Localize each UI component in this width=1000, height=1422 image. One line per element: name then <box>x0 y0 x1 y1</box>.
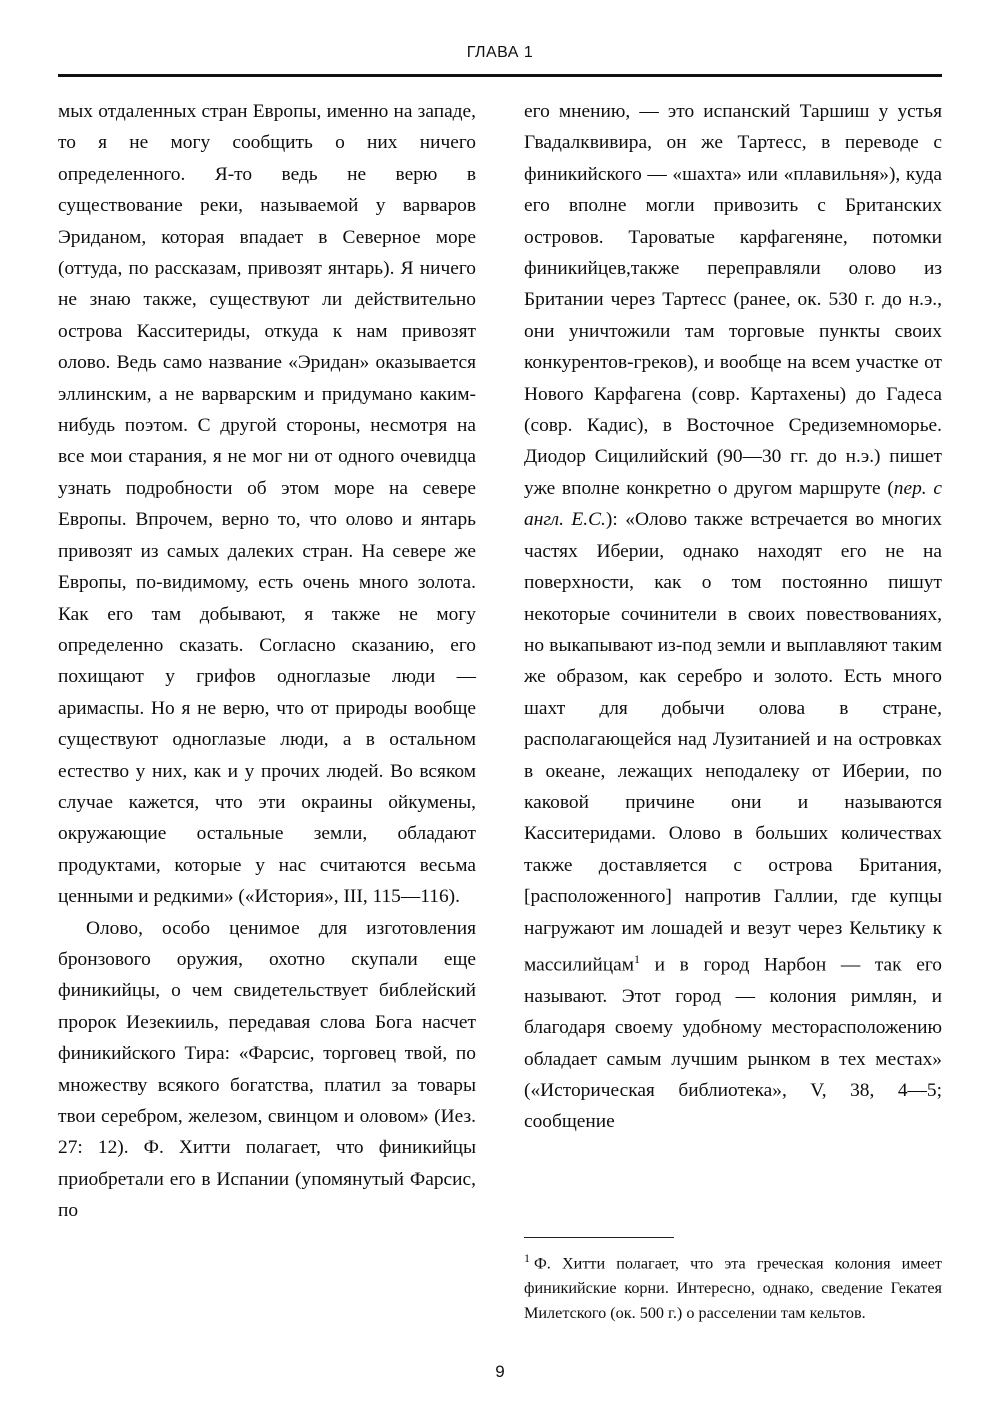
page-number: 9 <box>495 1362 505 1381</box>
header-divider <box>58 74 942 77</box>
footnote-reference: 1 <box>634 951 641 966</box>
footnote-text: Ф. Хитти полагает, что эта греческая колония имеет финикийские корни. Интересно, однако, сведение Гекатея Милетского (ок. 500 г.) о расселении там кельтов. <box>524 1254 942 1322</box>
running-head: ГЛАВА 1 <box>466 44 534 61</box>
left-column <box>58 96 476 1326</box>
paragraph-diodorus <box>524 96 942 1138</box>
footnote-marker: 1 <box>524 1250 530 1265</box>
footnote-divider <box>524 1237 674 1238</box>
text-run-1: его мнению, — это испанский Таршиш у устья Гвадалквивира, он же Тартесс, в переводе с финикийского — «шахта» или «плавильня»), куда его вполне могли привозить с Британских островов. Тароватые карфагеняне, потомки финикийцев,также переправляли олово из Британии через Тартесс (ранее, ок. 530 г. до н.э., они уничтожили там торговые пункты своих конкурентов-греков), и вообще на всем участке от Нового Карфагена (совр. Картахены) до Гадеса (совр. Кадис), в Восточное Средиземноморье. Диодор Сицилийский (90—30 гг. до н.э.) пишет уже вполне конкретно о другом маршруте ( <box>524 101 942 499</box>
footnote-area <box>524 1237 942 1326</box>
translator-note: пер. с англ. Е.С. <box>524 477 942 531</box>
paragraph-tin-phoenicians: Олово, особо ценимое для изготовления бронзового оружия, охотно скупали еще финикийцы, о чем свидетельствует библейский пророк Иезекииль, передавая слова Бога насчет финикийского Тира: «Фарсис, торговец твой, по множеству всякого богатства, платил за товары твои серебром, железом, свинцом и оловом» (Иез. 27: 12). Ф. Хитти полагает, что финикийцы приобретали его в Испании (упомянутый Фарсис, по <box>58 917 476 1222</box>
right-column <box>524 96 942 1326</box>
two-column-text-body <box>58 96 942 1326</box>
text-run-2: ): «Олово также встречается во многих частях Иберии, однако находят его не на поверхности, как о том постоянно пишут некоторые сочинители в своих повествованиях, но выкапывают из-под земли и выплавляют таким же образом, как серебро и золото. Есть много шахт для добычи олова в стране, располагающейся над Лузитанией и на островках в океане, лежащих неподалеку от Иберии, по каковой причине они и называются Касситеридами. Олово в больших количествах также доставляется с острова Британия, [расположенного] напротив Галлии, где купцы нагружают им лошадей и везут через Кельтику к массилийцам <box>524 509 942 976</box>
footnote-1 <box>524 1246 942 1326</box>
text-run-3: и в город Нарбон — так его называют. Этот город — колония римлян, и благодаря своему удобному месторасположению обладает самым лучшим рынком в тех местах» («Историческая библиотека», V, 38, 4—5; сообщение <box>524 954 942 1133</box>
paragraph-continuation: мых отдаленных стран Европы, именно на западе, то я не могу сообщить о них ничего определенного. Я-то ведь не верю в существование реки, называемой у варваров Эриданом, которая впадает в Северное море (оттуда, по рассказам, привозят янтарь). Я ничего не знаю также, существуют ли действительно острова Касситериды, откуда к нам привозят олово. Ведь само название «Эридан» оказывается эллинским, а не варварским и придумано каким-нибудь поэтом. С другой стороны, несмотря на все мои старания, я не мог ни от одного очевидца узнать подробности об этом море на севере Европы. Впрочем, верно то, что олово и янтарь привозят из самых далеких стран. На севере же Европы, по-видимому, есть очень много золота. Как его там добывают, я также не могу определенно сказать. Согласно сказанию, его похищают у грифов одноглазые люди — аримаспы. Но я не верю, что от природы вообще существуют одноглазые люди, а в остальном естество у них, как и у прочих людей. Во всяком случае кажется, что эти окраины ойкумены, окружающие остальные земли, обладают продуктами, которые у нас считаются весьма ценными и редкими» («История», III, 115—116). <box>58 101 476 908</box>
